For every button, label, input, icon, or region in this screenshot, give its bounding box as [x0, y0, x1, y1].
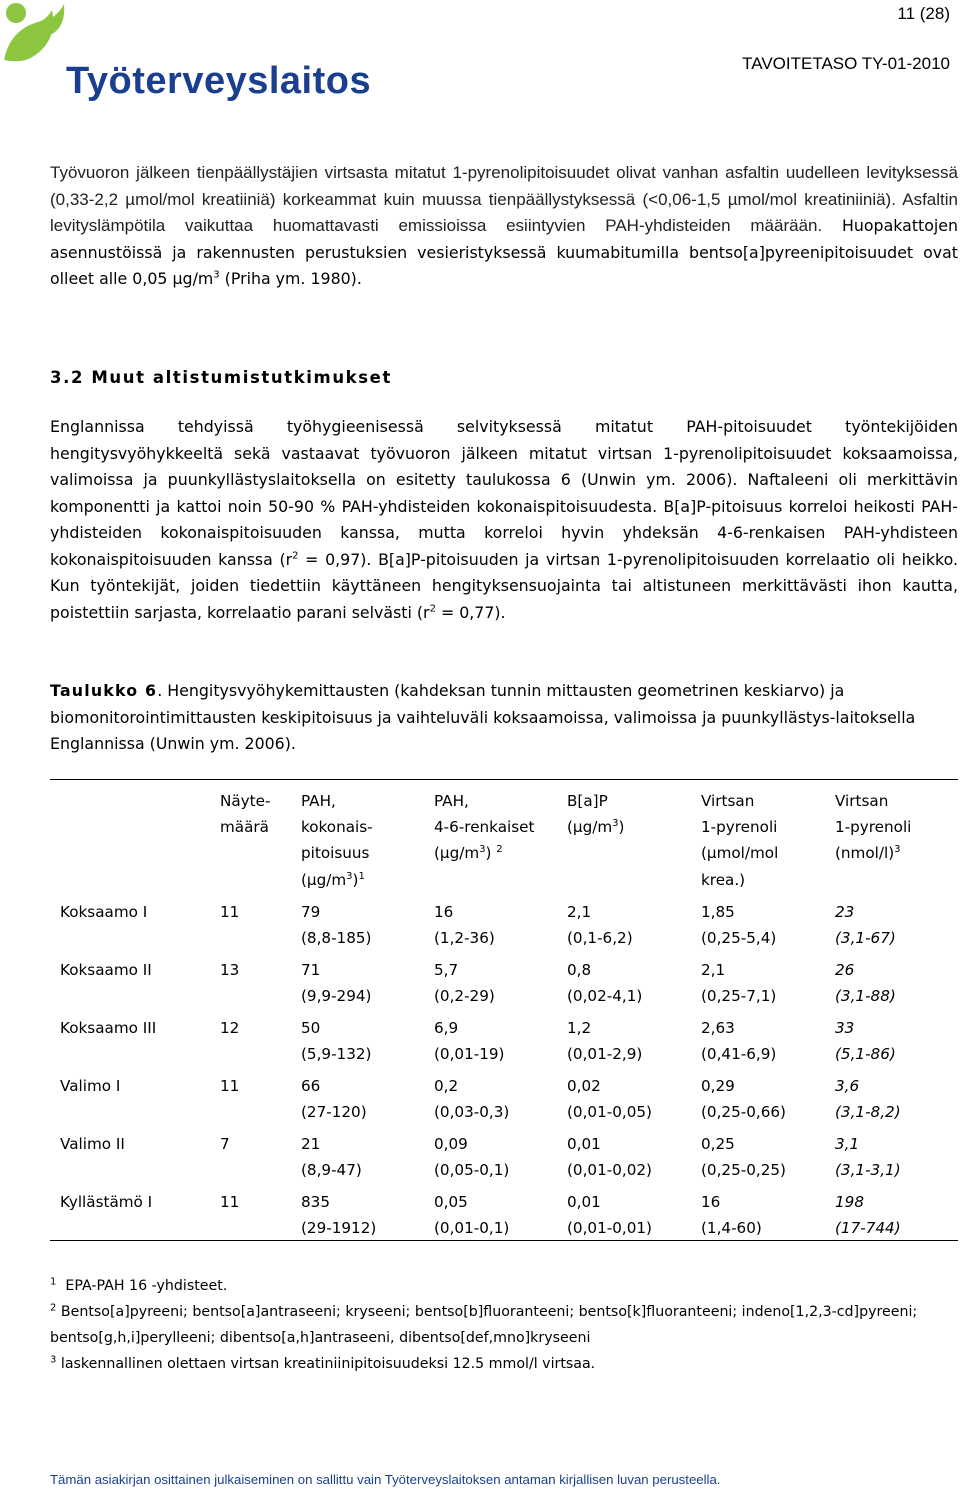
table-cell-name: Valimo I [60, 1077, 121, 1095]
table-cell-pah46: 0,05 (0,01-0,1) [434, 1193, 510, 1238]
header-pah-4-6-ring: PAH, 4-6-renkaiset $(\mu g/m^3)$ $^2$ [434, 792, 535, 863]
table-cell-u2: 3,6 (3,1-8,2) [835, 1077, 901, 1122]
page-number: 11 (28) [897, 4, 950, 23]
table-cell-n: 11 [220, 1193, 240, 1211]
table-cell-u1: 2,1 (0,25-7,1) [701, 961, 777, 1006]
document-code: TAVOITETASO TY-01-2010 [742, 54, 950, 73]
table-cell-n: 11 [220, 903, 240, 921]
table-cell-bap: 0,02 (0,01-0,05) [567, 1077, 652, 1122]
table-cell-pah46: 5,7 (0,2-29) [434, 961, 495, 1006]
intro-paragraph [50, 160, 958, 293]
logo-leaf-icon [0, 0, 70, 70]
table-cell-name: Koksaamo I [60, 903, 148, 921]
table-cell-pah: 50 (5,9-132) [301, 1019, 372, 1064]
table-cell-pah: 21 (8,9-47) [301, 1135, 362, 1180]
header-urine-umol: Virtsan 1-pyrenoli (µmol/mol krea.) [701, 792, 779, 889]
header-pah-total: PAH, kokonais- pitoisuus $(\mu g/m^3)^1$ [301, 792, 373, 889]
table-caption: Taulukko 6. Hengitysvyöhykemittausten (kahdeksan tunnin mittausten geometrinen keskiarvo) ja biomonitorointimittausten keskipitoisuus ja vaihteluväli koksaamoissa, valimoissa ja puunkyllästys-laitoksella Englannissa (Unwin ym. 2006). [50, 681, 916, 753]
table-cell-u2: 26 (3,1-88) [835, 961, 896, 1006]
table-cell-pah: 71 (9,9-294) [301, 961, 372, 1006]
table-cell-bap: 0,01 (0,01-0,01) [567, 1193, 652, 1238]
table-cell-u2: 23 (3,1-67) [835, 903, 896, 948]
table-cell-u1: 16 (1,4-60) [701, 1193, 762, 1238]
table-cell-n: 7 [220, 1135, 230, 1153]
table-cell-pah46: 6,9 (0,01-19) [434, 1019, 505, 1064]
table-cell-u2: 3,1 (3,1-3,1) [835, 1135, 901, 1180]
table-top-rule [50, 779, 958, 780]
table-cell-name: Valimo II [60, 1135, 125, 1153]
header-bap: B[a]P $(\mu g/m^3)$ [567, 792, 625, 837]
table-cell-pah: 79 (8,8-185) [301, 903, 372, 948]
table-cell-n: 11 [220, 1077, 240, 1095]
table-cell-name: Kyllästämö I [60, 1193, 153, 1211]
table-cell-bap: 0,01 (0,01-0,02) [567, 1135, 652, 1180]
table-cell-u1: 0,29 (0,25-0,66) [701, 1077, 786, 1122]
table-cell-name: Koksaamo III [60, 1019, 157, 1037]
table-cell-u2: 33 (5,1-86) [835, 1019, 896, 1064]
section-heading: 3.2 Muut altistumistutkimukset [50, 368, 392, 387]
table-cell-pah: 66 (27-120) [301, 1077, 367, 1122]
table-cell-bap: 0,8 (0,02-4,1) [567, 961, 643, 1006]
table-cell-n: 13 [220, 961, 240, 979]
footer-notice: Tämän asiakirjan osittainen julkaiseminen on sallittu vain Työterveyslaitoksen antaman kirjallisen luvan perusteella. [50, 1472, 721, 1487]
table-cell-bap: 2,1 (0,1-6,2) [567, 903, 633, 948]
intro-part2: Huopakattojen asennustöissä ja rakennusten perustuksien vesieristyksessä kuumabitumilla bentso[a]pyreenipitoisuudet ovat olleet alle 0,05 $\mu g/m^3$ (Priha ym. 1980). [50, 216, 958, 288]
table-cell-pah46: 0,09 (0,05-0,1) [434, 1135, 510, 1180]
logo [0, 0, 372, 110]
table-cell-u1: 0,25 (0,25-0,25) [701, 1135, 786, 1180]
logo-text: Työterveyslaitos [66, 60, 372, 102]
footnote-2: $^2$ Bentso[a]pyreeni; bentso[a]antraseeni; kryseeni; bentso[b]fluoranteeni; bentso[k]fluoranteeni; indeno[1,2,3-cd]pyreeni; bentso[g,h,i]perylleeni; dibentso[a,h]antraseeni, dibentso[def,mno]kryseeni [50, 1302, 918, 1346]
table-cell-u1: 1,85 (0,25-5,4) [701, 903, 777, 948]
body-paragraph: Englannissa tehdyissä työhygieenisessä selvityksessä mitatut PAH-pitoisuudet työntekijöiden hengitysvyöhykkeeltä sekä vastaavat työvuoron jälkeen mitatut virtsan 1-pyrenolipitoisuudet koksaamoissa, valimoissa ja puunkyllästyslaitoksella on esitetty taulukossa 6 (Unwin ym. 2006). Naftaleeni oli merkittävin komponentti ja kattoi noin 50-90 % PAH-yhdisteiden kokonaispitoisuudesta. B[a]P-pitoisuus korreloi heikosti PAH-yhdisteiden kokonaispitoisuuden kanssa, mutta korreloi hyvin yhdeksän 4-6-renkaisen PAH-yhdisteen kokonaispitoisuuden kanssa $(r^2 = 0,97)$. B[a]P-pitoisuuden ja virtsan 1-pyrenolipitoisuuden korrelaatio oli heikko. Kun työntekijät, joiden tiedettiin käyttäneen hengityksensuojainta tai altistuneen merkittävästi ihon kautta, poistettiin sarjasta, korrelaatio parani selvästi $(r^2 = 0,77)$. [50, 417, 958, 622]
table-cell-pah46: 0,2 (0,03-0,3) [434, 1077, 510, 1122]
table-bottom-rule [50, 1240, 958, 1241]
header-urine-nmol: Virtsan 1-pyrenoli (nmol/l)$^3$ [835, 792, 912, 863]
table-cell-u2: 198 (17-744) [835, 1193, 901, 1238]
table-cell-pah46: 16 (1,2-36) [434, 903, 495, 948]
footnote-1: $^1$ EPA-PAH 16 -yhdisteet. [50, 1276, 228, 1294]
table-cell-bap: 1,2 (0,01-2,9) [567, 1019, 643, 1064]
header-sample-count: Näyte- määrä [220, 792, 271, 837]
table-cell-pah: 835 (29-1912) [301, 1193, 377, 1238]
footnote-3: $^3$ laskennallinen olettaen virtsan kreatiniinipitoisuudeksi 12.5 mmol/l virtsaa. [50, 1354, 596, 1372]
table-cell-name: Koksaamo II [60, 961, 152, 979]
intro-part1: Työvuoron jälkeen tienpäällystäjien virtsasta mitatut 1-pyrenolipitoisuudet olivat vanhan asfaltin uudelleen levityksessä (0,33-2,2 µmol/mol kreatiiniä) korkeammat kuin muussa tienpäällystyksessä (<0,06-1,5 µmol/mol kreatiniiniä). Asfaltin levityslämpötila vaikuttaa huomattavasti emissioissa esiintyvien PAH-yhdisteiden määrään. [50, 163, 958, 235]
table-cell-u1: 2,63 (0,41-6,9) [701, 1019, 777, 1064]
table-label: Taulukko 6 [50, 681, 158, 700]
table-cell-n: 12 [220, 1019, 240, 1037]
